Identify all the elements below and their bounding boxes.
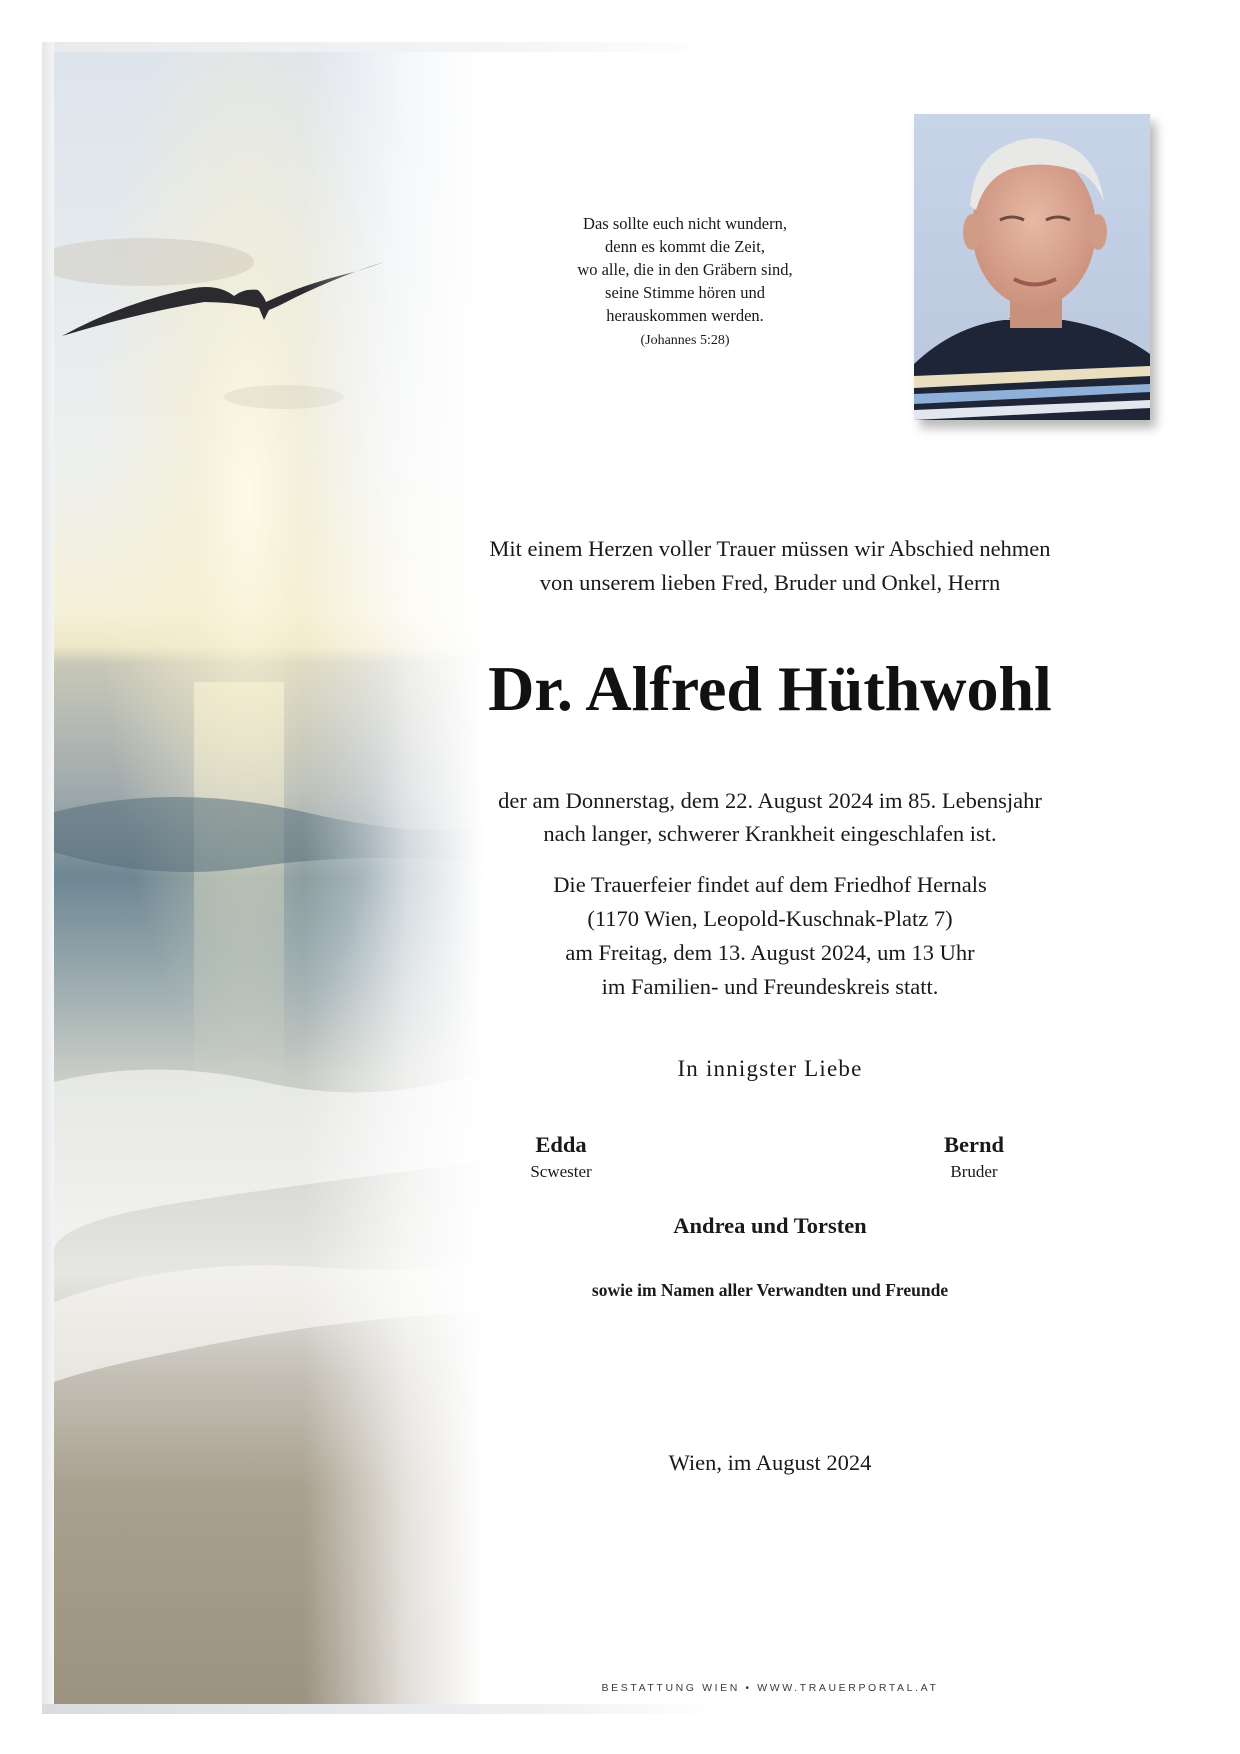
verse-line: denn es kommt die Zeit, (605, 237, 765, 256)
verse-line: seine Stimme hören und (605, 283, 765, 302)
intro-line: Mit einem Herzen voller Trauer müssen wir Abschied nehmen (489, 536, 1051, 561)
mourner-edda (461, 1130, 661, 1184)
bottom-frame-line (42, 1704, 722, 1714)
left-frame-line (42, 42, 54, 1712)
death-line: der am Donnerstag, dem 22. August 2024 im 85. Lebensjahr (498, 788, 1042, 813)
intro-line: von unserem lieben Fred, Bruder und Onkel, Herrn (539, 570, 1001, 595)
place-date: Wien, im August 2024 (668, 1450, 872, 1475)
ceremony-line: im Familien- und Freundeskreis statt. (601, 974, 939, 999)
portrait-photo (914, 114, 1150, 420)
death-line: nach langer, schwerer Krankheit eingeschlafen ist. (543, 821, 997, 846)
bible-verse (520, 212, 850, 352)
verse-line: herauskommen werden. (606, 306, 764, 325)
ceremony-line: Die Trauerfeier findet auf dem Friedhof Hernals (553, 872, 987, 897)
mourner-name: Edda (535, 1132, 587, 1157)
relatives-line: sowie im Namen aller Verwandten und Freunde (591, 1280, 949, 1300)
verse-line: Das sollte euch nicht wundern, (583, 214, 787, 233)
footer-brand: BESTATTUNG WIEN • WWW.TRAUERPORTAL.AT (601, 1682, 939, 1694)
ceremony-line: am Freitag, dem 13. August 2024, um 13 Uhr (565, 940, 975, 965)
mourner-couple: Andrea und Torsten (673, 1213, 867, 1238)
intro-text (420, 532, 1120, 600)
verse-line: wo alle, die in den Gräbern sind, (577, 260, 793, 279)
ceremony-line: (1170 Wien, Leopold-Kuschnak-Platz 7) (587, 906, 953, 931)
mourner-name: Bernd (943, 1132, 1004, 1157)
ceremony-info (420, 868, 1120, 1004)
deceased-name: Dr. Alfred Hüthwohl (488, 653, 1052, 724)
mourner-bernd (874, 1130, 1074, 1184)
closing-phrase: In innigster Liebe (677, 1056, 863, 1081)
death-notice (420, 784, 1120, 850)
mourner-relation: Scwester (530, 1162, 592, 1181)
verse-reference: (Johannes 5:28) (640, 333, 730, 348)
top-frame-line (42, 42, 722, 52)
mourner-relation: Bruder (950, 1162, 998, 1181)
